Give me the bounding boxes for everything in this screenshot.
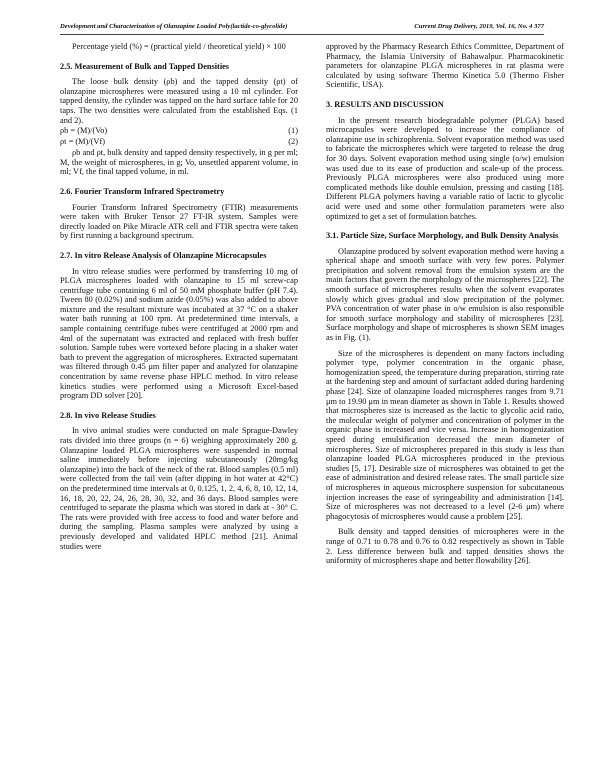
paragraph-morphology: Olanzapine produced by solvent evaporation method were having a spherical shape and smooth surface with very few pores. Polymer precipitation and solvent removal from the emulsion system are the main factors that govern the morphology of the microspheres [22]. The smooth surface of microspheres results when the solvent evaporates slowly which gives gradual and slow precipitation of the polymer. PVA concentration of water phase in o/w emulsion is also responsible for smooth surface morphology and stability of microspheres [23]. Surface morphology and shape of microspheres is shown SEM images as in Fig. (1).	[326, 246, 564, 343]
paragraph-results-intro: In the present research biodegradable polymer (PLGA) based microcapsules were developed to increase the compliance of olanzapine use in schizophrenia. Solvent evaporation method was used to fabricate the microspheres which were targeted to release the drug for 30 days. Solvent evaporation method using single (o/w) emulsion was used due to its ease of production and scale-up of the process. Previously PLGA microspheres were also produced using more complicated methods like double emulsion, pressing and casting [18]. Different PLGA polymers having a variable ratio of lactic to glycolic acid were used and some other formulation parameters were also optimized to get a set of formulation batches.	[326, 115, 564, 221]
equation-2-number: (2)	[288, 137, 298, 147]
header-journal-info: Current Drug Delivery, 2019, Vol. 16, No. 4 377	[414, 23, 544, 30]
section-heading-2-6: 2.6. Fourier Transform Infrared Spectrometry	[60, 186, 225, 196]
left-column	[60, 42, 298, 551]
equation-1-number: (1)	[288, 126, 298, 136]
paragraph-bulk-tapped-density: Bulk density and tapped densities of microspheres were in the range of 0.71 to 0.78 and 0.76 to 0.82 respectively as shown in Table 2. Less difference between bulk and tapped densities shows the uniformity of microspheres shape and better flowability [26].	[326, 527, 564, 566]
running-header	[60, 22, 544, 35]
equation-1-formula: ρb = (M)/(Vo)	[60, 126, 108, 136]
paragraph-ethics-continued: approved by the Pharmacy Research Ethics Committee, Department of Pharmacy, the Islamia University of Bahawalpur. Pharmacokinetic parameters for olanzapine PLGA microspheres in rat plasma were calculated by using software Thermo Kinetica 5.0 (Thermo Fisher Scientific, USA).	[326, 42, 564, 90]
paragraph-bulk-density: The loose bulk density (ρb) and the tapped density (ρt) of olanzapine microspheres were measured using a 10 ml cylinder. For tapped density, the cylinder was tapped on the hard surface table for 20 taps. The two densities were calculated from the established Eqs. (1 and 2).	[60, 77, 298, 125]
section-heading-2-8: 2.8. In vivo Release Studies	[60, 410, 156, 420]
paragraph-in-vitro-release: In vitro release studies were performed by transferring 10 mg of PLGA microspheres loaded with olanzapine to 15 ml screw-cap centrifuge tube containing 6 ml of 50 mM phosphate buffer (pH 7.4). Tween 80 (0.02%) and sodium azide (0.05%) was also added to above mixture and the resultant mixture was incubated at 37 °C on a shaker water bath running at 100 rpm. At predetermined time intervals, a sample containing centrifuge tubes were centrifuged at 2000 rpm and 4ml of the supernatant was extracted and replaced with fresh buffer solution. Sample tubes were vortexed before placing in a shaker water bath to prevent the aggregation of microspheres. Extracted supernatant was filtered through 0.45 μm filter paper and analyzed for olanzapine concentration by same reverse phase HPLC method. In vitro release kinetics studies were performed using a Microsoft Excel-based program DD solver [20].	[60, 266, 298, 401]
section-heading-2-5: 2.5. Measurement of Bulk and Tapped Densities	[60, 61, 230, 71]
paragraph-ftir: Fourier Transform Infrared Spectrometry (FTIR) measurements were taken with Bruker Tensor 27 FT-IR system. Samples were directly loaded on Pike Miracle ATR cell and FTIR spectra were taken by first running a background spectrum.	[60, 202, 298, 241]
percentage-yield-formula: Percentage yield (%) = (practical yield / theoretical yield) × 100	[72, 42, 286, 51]
section-heading-2-7: 2.7. In vitro Release Analysis of Olanzapine Microcapsules	[60, 250, 267, 260]
equation-1	[60, 126, 298, 136]
header-article-title: Development and Characterization of Olanzapine Loaded Poly(lactide-co-glycolide)	[60, 23, 288, 30]
equation-2-formula: ρt = (M)/(Vf)	[60, 137, 106, 147]
right-column	[326, 42, 564, 566]
equation-2	[60, 137, 298, 147]
paragraph-in-vivo-release: In vivo animal studies were conducted on male Sprague-Dawley rats divided into three groups (n = 6) weighing approximately 280 g. Olanzapine loaded PLGA microspheres were suspended in normal saline immediately before injecting subcutaneously (20mg/kg olanzapine) into the back of the neck of the rat. Blood samples (0.5 ml) were collected from the tail vein (after dipping in hot water at 42°C) on the predetermined time intervals at 0, 0.125, 1, 2, 4, 6, 8, 10, 12, 14, 16, 18, 20, 22, 24, 26, 28, 30, 32, and 36 days. Blood samples were centrifuged to separate the plasma which was stored in dark at - 30° C. The rats were provided with free access to food and water before and during the sampling. Plasma samples were analyzed by using a previously developed and validated HPLC method [21]. Animal studies were	[60, 426, 298, 551]
section-heading-3-1: 3.1. Particle Size, Surface Morphology, and Bulk Density Analysis	[326, 231, 559, 241]
section-heading-3: 3. RESULTS AND DISCUSSION	[326, 99, 444, 109]
paragraph-particle-size: Size of the microspheres is dependent on many factors including polymer type, polymer concentration in the organic phase, homogenization speed, the temperature during preparation, stirring rate at the hardening step and amount of surfactant added during hardening phase [24]. Size of olanzapine loaded microspheres ranges from 9.71 μm to 19.90 μm in mean diameter as shown in Table 1. Results showed that microspheres size is increased as the lactic to glycolic acid ratio, the molecular weight of polymer and concentration of polymer in the organic phase is increased and vice versa. Increase in homogenization speed during emulsification decreased the mean diameter of microspheres. Size of microspheres prepared in this study is less than olanzapine loaded PLGA microspheres produced in the previous studies [5, 17]. Desirable size of microspheres was obtained to get the ease of administration and desired release rates. The small particle size of microspheres in aqueous microsphere suspension for subcutaneous injection increases the ease of syringeability and administration [14]. Size of microspheres was not decreased to a level (2-6 μm) where phagocytosis of microspheres would cause a problem [25].	[326, 348, 564, 521]
paragraph-density-definitions: ρb and ρt, bulk density and tapped density respectively, in g per ml; M, the weight of microspheres, in g; Vo, unsettled apparent volume, in ml; Vf, the final tapped volume, in ml.	[60, 148, 298, 177]
